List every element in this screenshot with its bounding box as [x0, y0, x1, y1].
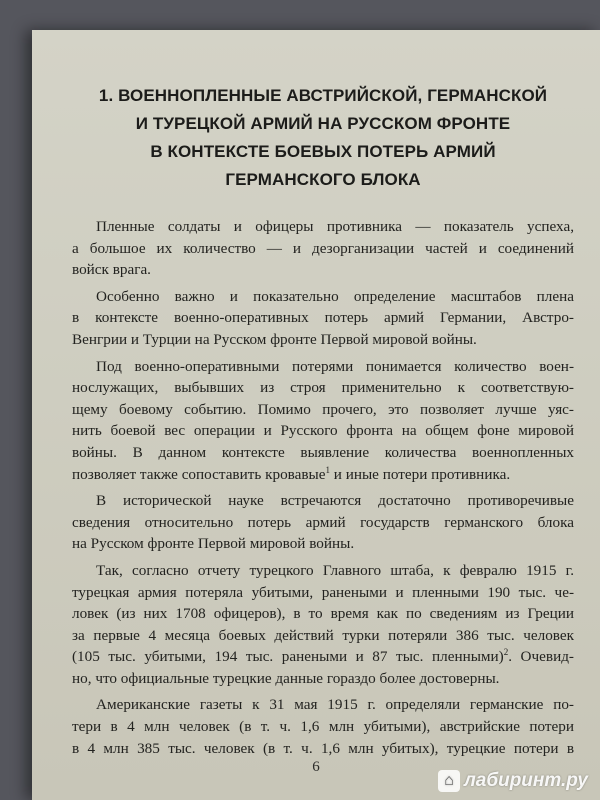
paragraph	[72, 560, 574, 690]
text-fragment: и иные потери противника.	[333, 465, 511, 483]
text-line-with-footnote	[72, 646, 574, 668]
text-line: Особенно важно и показательно определение масштабов плена	[96, 287, 574, 305]
text-line: в 4 млн 385 тыс. человек (в т. ч. 1,6 млн убитых), турецкие потери в	[72, 739, 574, 757]
heading-line: В КОНТЕКСТЕ БОЕВЫХ ПОТЕРЬ АРМИЙ	[150, 142, 496, 161]
text-line: В исторической науке встречаются достаточно противоречивые	[96, 492, 574, 510]
text-line: сведения относительно потерь армий государств германского блока	[72, 513, 574, 531]
text-line: но, что официальные турецкие данные гораздо более достоверны.	[72, 669, 500, 687]
paragraph	[72, 286, 574, 351]
labyrinth-logo-icon: ⌂	[438, 770, 460, 792]
text-line: щему боевому событию. Помимо прочего, это позволяет лучше уяс-	[72, 400, 574, 418]
text-line: за первые 4 месяца боевых действий турки потеряли 386 тыс. человек	[72, 626, 574, 644]
text-line: на Русском фронте Первой мировой войны.	[72, 535, 355, 553]
text-line: турецкая армия потеряла убитыми, ранеными и пленными 190 тыс. че-	[72, 583, 574, 601]
book-page	[32, 30, 600, 800]
paragraph	[72, 694, 574, 759]
heading-line: И ТУРЕЦКОЙ АРМИЙ НА РУССКОМ ФРОНТЕ	[135, 114, 511, 133]
paragraph	[72, 216, 574, 281]
page-content	[72, 82, 574, 764]
text-line: Венгрии и Турции на Русском фронте Первой мировой войны.	[72, 330, 477, 348]
body-text	[72, 216, 574, 759]
text-line: тери в 4 млн человек (в т. ч. 1,6 млн убитыми), австрийские потери	[72, 718, 574, 736]
text-line: в контексте военно-оперативных потерь армий Германии, Австро-	[72, 309, 574, 327]
text-line-with-footnote	[72, 464, 574, 486]
text-line: а большое их количество — и дезорганизации частей и соединений	[72, 239, 574, 257]
watermark-text: лабиринт.ру	[463, 770, 588, 791]
heading-line: ГЕРМАНСКОГО БЛОКА	[225, 170, 421, 189]
text-line: войск врага.	[72, 261, 151, 279]
paragraph	[72, 356, 574, 486]
page-number: 6	[312, 759, 320, 775]
text-line: Американские газеты к 31 мая 1915 г. определяли германские по-	[96, 696, 574, 714]
text-line: Пленные солдаты и офицеры противника — показатель успеха,	[96, 218, 574, 235]
text-line: нослужащих, выбывших из строя применительно к соответствую-	[72, 379, 574, 397]
footnote-ref[interactable]: 1	[325, 464, 330, 475]
chapter-heading	[72, 82, 574, 194]
text-fragment: (105 тыс. убитыми, 194 тыс. ранеными и 87 тыс. пленными)	[72, 648, 504, 666]
text-line: нить боевой вес операции и Русского фронта на общем фоне мировой	[72, 422, 574, 440]
text-line: Под военно-оперативными потерями понимается количество воен-	[96, 357, 574, 375]
text-fragment: позволяет также сопоставить кровавые	[72, 465, 326, 483]
text-line: войны. В данном контексте выявление количества военнопленных	[72, 443, 574, 461]
text-line: Так, согласно отчету турецкого Главного штаба, к февралю 1915 г.	[96, 561, 574, 579]
paragraph	[72, 490, 574, 555]
text-line: ловек (из них 1708 офицеров), в то время как по сведениям из Греции	[72, 605, 574, 623]
footnote-ref[interactable]: 2	[503, 647, 509, 658]
heading-line: 1. ВОЕННОПЛЕННЫЕ АВСТРИЙСКОЙ, ГЕРМАНСКОЙ	[98, 86, 548, 105]
watermark	[438, 770, 588, 792]
text-fragment: . Очевид-	[508, 648, 574, 666]
